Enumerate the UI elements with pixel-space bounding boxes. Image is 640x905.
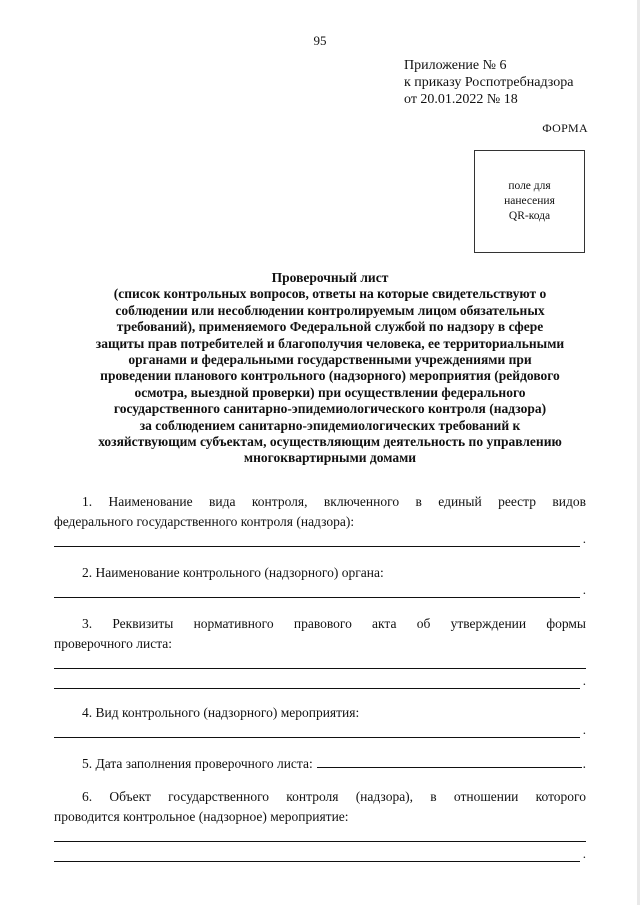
title-line: за соблюдением санитарно-эпидемиологических требований к (139, 417, 521, 433)
form-item-1-text-cont: федерального государственного контроля (надзора): (54, 514, 355, 529)
form-item-6-text-cont: проводится контрольное (надзорное) мероприятие: (54, 809, 349, 824)
qr-field-text-3: QR-кода (508, 210, 551, 222)
form-item-5-row: 5. Дата заполнения проверочного листа: . (54, 753, 586, 774)
qr-field-text-2: нанесения (504, 195, 555, 207)
title-line: хозяйствующим субъектам, осуществляющим деятельность по управлению (98, 434, 562, 450)
form-item-6-answer-line-1[interactable] (54, 827, 586, 847)
form-item-6-answer-line-2[interactable]: . (54, 847, 586, 867)
qr-code-field (474, 150, 585, 253)
form-label: ФОРМА (542, 121, 588, 135)
title-line: защиты прав потребителей и благополучия человека, ее территориальными (95, 335, 565, 351)
appendix-number: Приложение № 6 (404, 58, 507, 73)
title-line: органами и федеральными государственными учреждениями при (128, 352, 532, 368)
form-item-1 (54, 492, 586, 552)
form-item-5 (54, 753, 586, 774)
document-title (40, 270, 620, 467)
title-line: проведении планового контрольного (надзорного) мероприятия (рейдового (100, 368, 560, 384)
form-item-1-answer-line[interactable]: . (54, 532, 586, 552)
page-number: 95 (313, 33, 327, 48)
appendix-order-date: от 20.01.2022 № 18 (404, 92, 518, 107)
form-item-6-text: 6. Объект государственного контроля (надзора), в отношении которого (82, 789, 586, 804)
title-line: (список контрольных вопросов, ответы на которые свидетельствуют о (113, 286, 547, 302)
form-item-1-text: 1. Наименование вида контроля, включенного в единый реестр видов (82, 494, 586, 509)
qr-field-text-1: поле для (508, 180, 551, 192)
form-item-5-date-line[interactable] (317, 753, 582, 768)
title-line: многоквартирными домами (243, 450, 417, 466)
title-line: осмотра, выездной проверки) при осуществлении федерального (134, 384, 526, 400)
form-item-3-answer-line-2[interactable]: . (54, 674, 586, 694)
form-item-2-text: 2. Наименование контрольного (надзорного) органа: (82, 565, 384, 580)
form-item-2-answer-line[interactable]: . (54, 583, 586, 603)
appendix-order-reference: к приказу Роспотребнадзора (404, 75, 574, 90)
form-item-2 (54, 563, 586, 603)
form-item-5-text: 5. Дата заполнения проверочного листа: (82, 756, 313, 771)
form-item-4-text: 4. Вид контрольного (надзорного) мероприятия: (82, 705, 360, 720)
form-item-3-text-cont: проверочного листа: (54, 636, 173, 651)
appendix-header (404, 57, 573, 108)
title-line: соблюдении или несоблюдении контролируемым лицом обязательных (115, 302, 545, 318)
form-item-3-answer-line-1[interactable] (54, 654, 586, 674)
form-item-4 (54, 703, 586, 743)
form-item-6 (54, 787, 586, 867)
form-item-3-text: 3. Реквизиты нормативного правового акта об утверждении формы (82, 616, 586, 631)
form-item-3 (54, 614, 586, 694)
title-heading: Проверочный лист (271, 270, 389, 285)
title-line: требований), применяемого Федеральной службой по надзору в сфере (116, 319, 544, 335)
form-item-4-answer-line[interactable]: . (54, 723, 586, 743)
title-line: государственного санитарно-эпидемиологического контроля (надзора) (113, 401, 547, 417)
